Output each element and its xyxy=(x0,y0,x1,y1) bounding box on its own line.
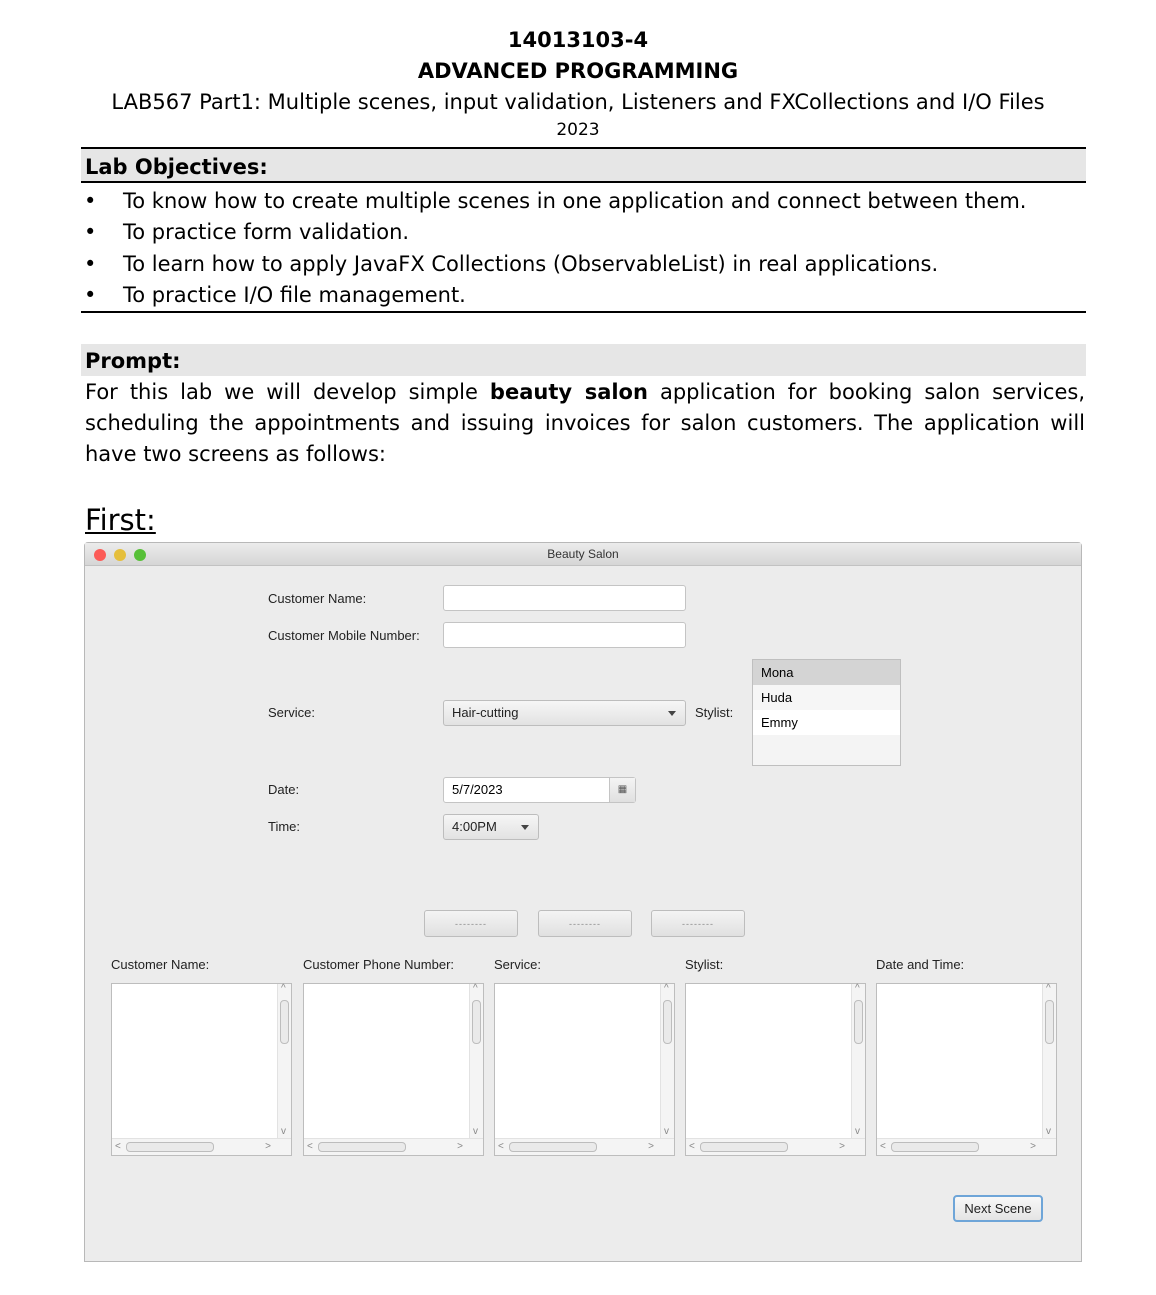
vertical-scrollbar[interactable]: ^ v xyxy=(851,984,865,1139)
prompt-bold: beauty salon xyxy=(489,380,648,404)
action-button-2[interactable]: -------- xyxy=(538,910,632,937)
action-button-3[interactable]: -------- xyxy=(651,910,745,937)
customer-name-label: Customer Name: xyxy=(268,591,367,606)
date-label: Date: xyxy=(268,782,300,797)
horizontal-scrollbar[interactable]: < > xyxy=(112,1138,291,1155)
window-titlebar xyxy=(85,543,1081,566)
chevron-down-icon xyxy=(521,825,529,830)
horizontal-scrollbar[interactable]: < > xyxy=(686,1138,865,1155)
time-combo[interactable] xyxy=(443,814,539,840)
prompt-text: For this lab we will develop simple beauty salon application for booking salon services, scheduling the appointments and issuing invoices for salon customers. The application will have two screens as follows: xyxy=(85,380,1085,466)
date-picker[interactable] xyxy=(443,777,636,803)
column-label-stylist: Stylist: xyxy=(685,957,724,972)
horizontal-scrollbar[interactable]: < > xyxy=(877,1138,1056,1155)
first-heading: First: xyxy=(85,503,156,537)
service-combo[interactable] xyxy=(443,700,686,726)
time-label: Time: xyxy=(268,819,301,834)
vertical-scrollbar[interactable]: ^ v xyxy=(1042,984,1056,1139)
maximize-window-icon[interactable] xyxy=(134,549,146,561)
prompt-heading: Prompt: xyxy=(81,344,1086,376)
stylist-label: Stylist: xyxy=(695,705,734,720)
customer-mobile-input[interactable] xyxy=(443,622,686,648)
service-textarea[interactable] xyxy=(494,983,675,1156)
column-label-date-time: Date and Time: xyxy=(876,957,965,972)
column-label-service: Service: xyxy=(494,957,541,972)
stylist-list[interactable] xyxy=(752,659,901,766)
service-label: Service: xyxy=(268,705,315,720)
objectives-list xyxy=(81,186,1086,313)
customer-mobile-label: Customer Mobile Number: xyxy=(268,628,420,643)
customer-name-textarea[interactable] xyxy=(111,983,292,1156)
customer-name-input[interactable] xyxy=(443,585,686,611)
time-selected: 4:00PM xyxy=(452,819,497,834)
chevron-down-icon xyxy=(668,711,676,716)
service-selected: Hair-cutting xyxy=(452,705,519,720)
objective-item: • To learn how to apply JavaFX Collections (ObservableList) in real applications. xyxy=(81,249,1086,280)
minimize-window-icon[interactable] xyxy=(114,549,126,561)
calendar-icon[interactable]: ▦ xyxy=(609,778,635,802)
beauty-salon-window xyxy=(84,542,1082,1262)
objective-item: • To practice form validation. xyxy=(81,217,1086,248)
course-code: 14013103-4 xyxy=(507,28,649,52)
vertical-scrollbar[interactable]: ^ v xyxy=(660,984,674,1139)
window-title: Beauty Salon xyxy=(547,547,619,561)
horizontal-scrollbar[interactable]: < > xyxy=(304,1138,483,1155)
close-window-icon[interactable] xyxy=(94,549,106,561)
vertical-scrollbar[interactable]: ^ v xyxy=(277,984,291,1139)
stylist-item-mona[interactable]: Mona xyxy=(753,660,900,685)
next-scene-button[interactable]: Next Scene xyxy=(953,1195,1043,1222)
lab-title: LAB567 Part1: Multiple scenes, input validation, Listeners and FXCollections and I/O Files xyxy=(111,90,1045,114)
vertical-scrollbar[interactable]: ^ v xyxy=(469,984,483,1139)
stylist-item-emmy[interactable]: Emmy xyxy=(753,710,900,735)
stylist-item-huda[interactable]: Huda xyxy=(753,685,900,710)
column-label-customer-phone: Customer Phone Number: xyxy=(303,957,455,972)
objective-item: • To practice I/O file management. xyxy=(81,280,1086,311)
horizontal-scrollbar[interactable]: < > xyxy=(495,1138,674,1155)
action-button-1[interactable]: -------- xyxy=(424,910,518,937)
objective-item: • To know how to create multiple scenes in one application and connect between them. xyxy=(81,186,1086,217)
stylist-textarea[interactable] xyxy=(685,983,866,1156)
date-time-textarea[interactable] xyxy=(876,983,1057,1156)
year: 2023 xyxy=(556,120,600,140)
objectives-heading: Lab Objectives: xyxy=(81,147,1086,183)
course-title: ADVANCED PROGRAMMING xyxy=(417,59,739,83)
customer-phone-textarea[interactable] xyxy=(303,983,484,1156)
date-value: 5/7/2023 xyxy=(452,782,503,797)
column-label-customer-name: Customer Name: xyxy=(111,957,210,972)
